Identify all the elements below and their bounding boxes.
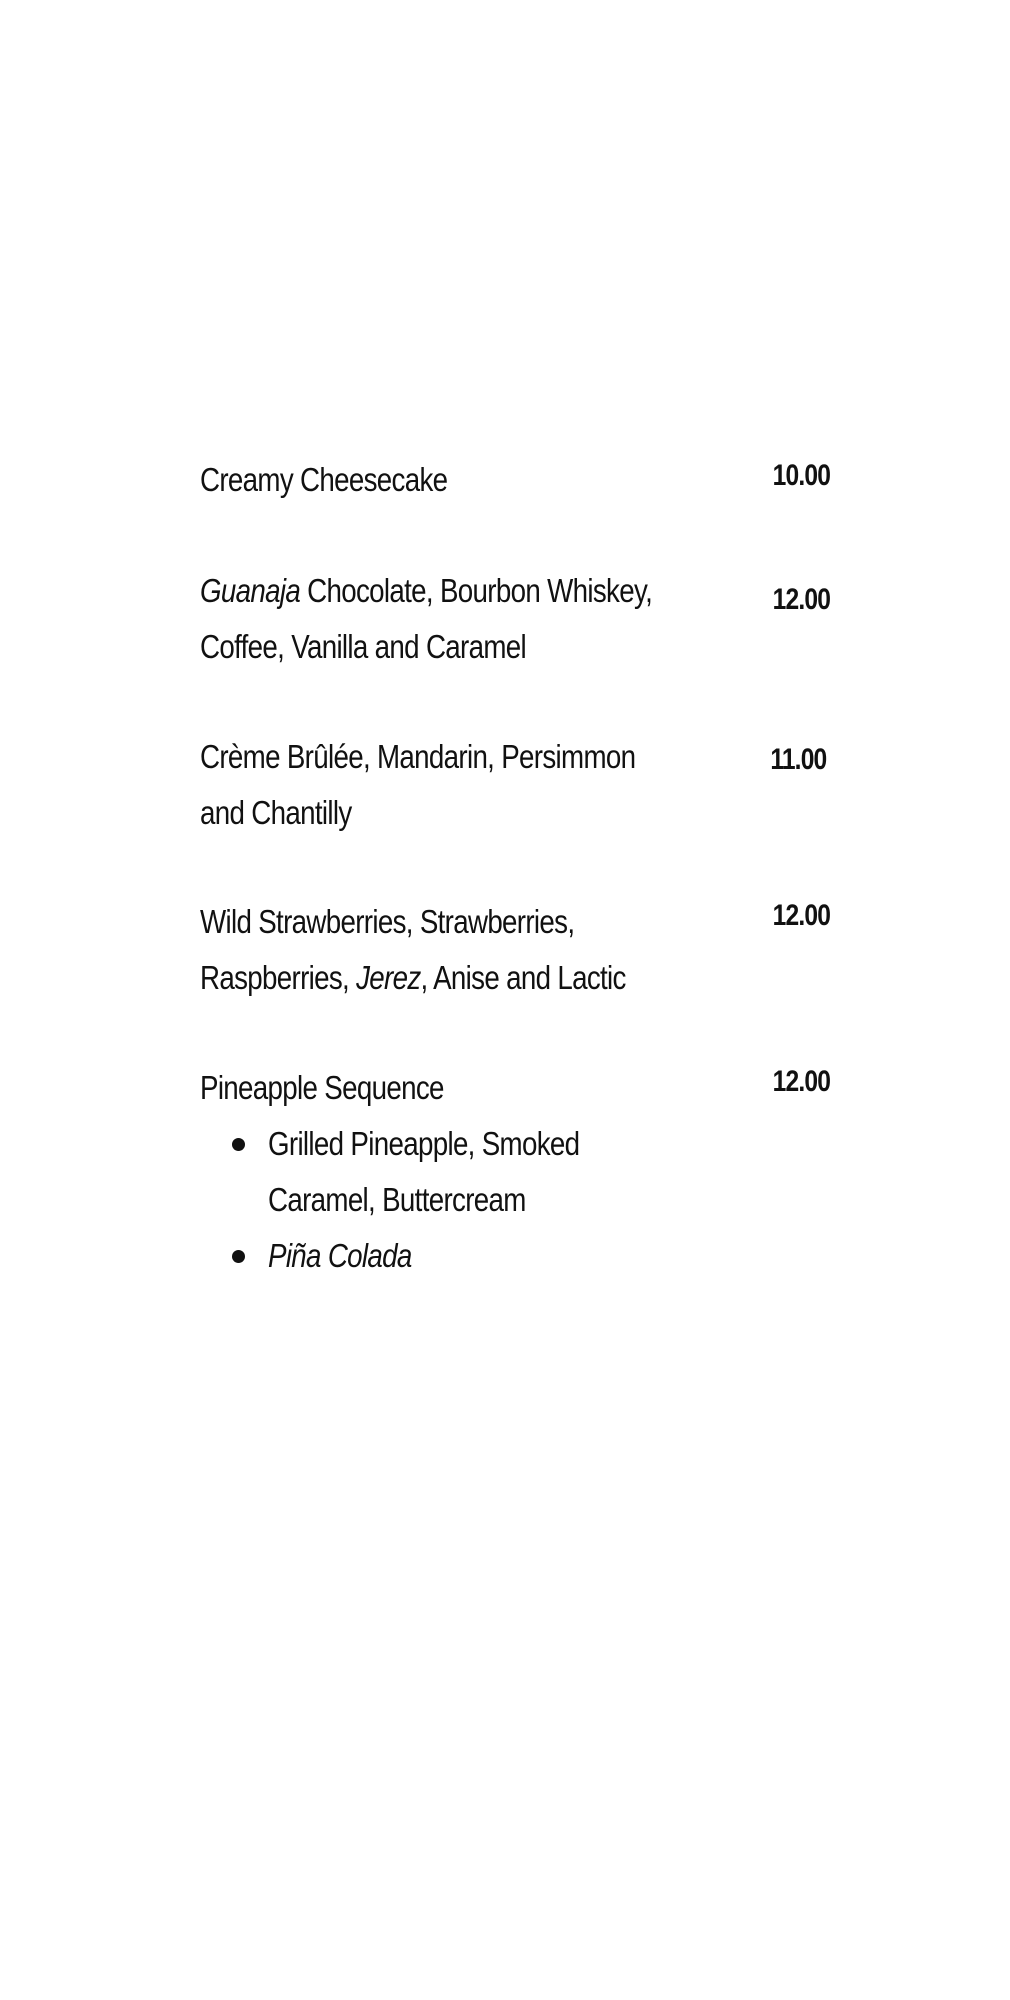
menu-item-pineapple-sequence [200, 1060, 830, 1290]
item-name [200, 452, 637, 508]
item-name-line-2: Coffee, Vanilla and Caramel [200, 628, 526, 665]
component-item [200, 1116, 639, 1228]
component-list [200, 1116, 639, 1284]
item-name-text: Creamy Cheesecake [200, 461, 448, 498]
component-line-2: Caramel, Buttercream [268, 1181, 526, 1218]
item-name [200, 563, 653, 675]
item-name-text-end: , Anise and Lactic [420, 959, 626, 996]
item-name-italic: Guanaja [200, 572, 301, 609]
component-line-1: Piña Colada [268, 1237, 412, 1274]
menu-item-creamy-cheesecake [200, 452, 830, 512]
item-price: 12.00 [772, 899, 830, 932]
item-price: 11.00 [769, 743, 826, 776]
item-price: 12.00 [772, 583, 830, 616]
item-name [200, 1060, 637, 1116]
item-name-text: Chocolate, Bourbon Whiskey, [300, 572, 653, 609]
item-name-italic: Jerez [356, 959, 421, 996]
item-name-text: Raspberries, [200, 959, 357, 996]
bullet-icon [232, 1250, 245, 1263]
item-price: 12.00 [772, 1065, 830, 1098]
bullet-icon [232, 1138, 245, 1151]
item-name-line-1: Crème Brûlée, Mandarin, Persimmon [200, 738, 636, 775]
item-price: 10.00 [772, 459, 830, 492]
item-name-line-2: and Chantilly [200, 794, 352, 831]
item-name-line-2 [200, 950, 637, 1006]
item-name [200, 894, 637, 1006]
item-name-text: Pineapple Sequence [200, 1069, 444, 1106]
menu-item-guanaja-chocolate [200, 563, 830, 678]
item-name-line-1 [200, 563, 653, 619]
menu-item-creme-brulee [200, 729, 830, 844]
component-item [200, 1228, 639, 1284]
item-name [200, 729, 637, 841]
menu-item-wild-strawberries [200, 894, 830, 1009]
item-name-line-1: Wild Strawberries, Strawberries, [200, 903, 575, 940]
component-line-1: Grilled Pineapple, Smoked [268, 1125, 580, 1162]
